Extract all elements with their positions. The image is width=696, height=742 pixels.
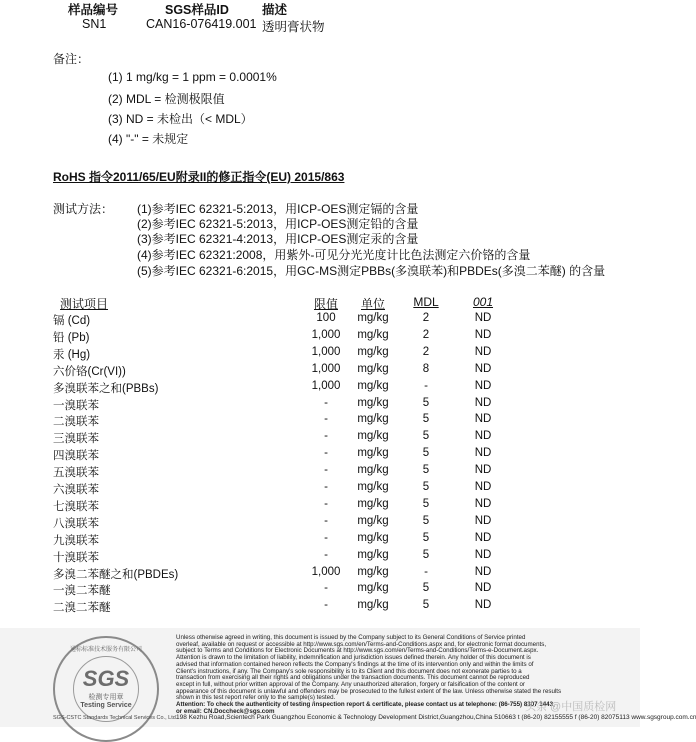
cell-mdl: 5 xyxy=(422,599,430,612)
cell-limit: - xyxy=(324,548,328,561)
description-value: 透明膏状物 xyxy=(262,20,325,34)
cell-limit: - xyxy=(324,514,328,527)
cell-test-item: 六溴联苯 xyxy=(53,484,99,496)
cell-unit: mg/kg xyxy=(357,497,389,510)
cell-test-item: 六价铬(Cr(VI)) xyxy=(53,365,126,378)
cell-unit: mg/kg xyxy=(357,582,389,595)
cell-unit: mg/kg xyxy=(357,565,389,578)
cell-unit: mg/kg xyxy=(357,599,389,612)
cell-test-item: 一溴二苯醚 xyxy=(53,585,111,598)
cell-unit: mg/kg xyxy=(357,379,389,392)
col-header-mdl: MDL xyxy=(413,295,439,309)
cell-unit: mg/kg xyxy=(357,396,389,409)
legal-line: overleaf, available on request or accessible at http://www.sgs.com/en/Terms-and-Conditions.aspx and, for electronic format documents, xyxy=(176,640,547,648)
cell-unit: mg/kg xyxy=(357,548,389,561)
note-item: (4) "-" = 未规定 xyxy=(108,132,189,146)
cell-mdl: 5 xyxy=(422,447,430,460)
sgs-seal-stamp xyxy=(53,636,159,742)
cell-unit: mg/kg xyxy=(357,328,389,341)
method-item: (2)参考IEC 62321-5:2013，用ICP-OES测定铅的含量 xyxy=(137,217,419,231)
cell-limit: - xyxy=(324,464,328,477)
cell-result: ND xyxy=(474,599,492,612)
col-header-unit: 单位 xyxy=(360,297,385,311)
cell-mdl: 5 xyxy=(422,396,430,409)
cell-mdl: 5 xyxy=(422,497,430,510)
cell-test-item: 铅 (Pb) xyxy=(53,331,90,344)
cell-mdl: 2 xyxy=(422,312,430,324)
cell-test-item: 一溴联苯 xyxy=(53,399,99,412)
cell-mdl: 5 xyxy=(422,514,430,527)
legal-line: except in full, without prior written approval of the Company. Any unauthorized alteration, forgery or falsification of the content or xyxy=(176,680,525,688)
note-item: (3) ND = 未检出（< MDL） xyxy=(108,112,253,126)
legal-line: Client's instructions, if any. The Company's sole responsibility is to its Client and this document does not exonerate parties to a xyxy=(176,667,522,675)
cell-mdl: - xyxy=(424,379,428,392)
cell-result: ND xyxy=(474,396,492,409)
cell-test-item: 二溴二苯醚 xyxy=(53,602,111,615)
cell-limit: - xyxy=(324,481,328,493)
seal-ring-text: 通标标准技术服务有限公司 xyxy=(69,647,142,653)
seal-subtitle: 检测专用章 xyxy=(88,694,124,701)
method-item: (1)参考IEC 62321-5:2013，用ICP-OES测定镉的含量 xyxy=(137,202,419,216)
cell-unit: mg/kg xyxy=(357,312,389,324)
sample-no-header: 样品编号 xyxy=(68,3,119,17)
cell-limit: - xyxy=(324,396,328,409)
authenticity-line: or email: CN.Doccheck@sgs.com xyxy=(176,707,275,715)
cell-result: ND xyxy=(474,413,492,426)
cell-result: ND xyxy=(474,362,492,375)
cell-mdl: 5 xyxy=(422,464,430,477)
note-item: (1) 1 mg/kg = 1 ppm = 0.0001% xyxy=(108,70,277,84)
legal-line: advised that information contained hereon reflects the Company's findings at the time of its intervention only and within the limits of xyxy=(176,660,534,668)
cell-result: ND xyxy=(474,481,492,493)
cell-mdl: 5 xyxy=(422,413,430,426)
cell-mdl: 5 xyxy=(422,531,430,544)
note-item: (2) MDL = 检测极限值 xyxy=(108,92,225,106)
cell-result: ND xyxy=(474,497,492,510)
cell-unit: mg/kg xyxy=(357,514,389,527)
cell-limit: - xyxy=(324,447,328,460)
cell-mdl: 5 xyxy=(422,548,430,561)
sgs-sample-id-value: CAN16-076419.001 xyxy=(146,17,257,31)
cell-limit: - xyxy=(324,413,328,426)
cell-result: ND xyxy=(474,548,492,561)
sample-no-value: SN1 xyxy=(82,17,107,31)
cell-result: ND xyxy=(474,531,492,544)
legal-line: transaction from exercising all their rights and obligations under the transaction documents. This document cannot be reproduced xyxy=(176,674,530,682)
cell-result: ND xyxy=(474,565,492,578)
methods-label: 测试方法： xyxy=(53,202,114,216)
cell-result: ND xyxy=(474,464,492,477)
method-item: (5)参考IEC 62321-6:2015，用GC-MS测定PBBs(多溴联苯)和PBDEs(多溴二苯醚) 的含量 xyxy=(137,264,606,278)
cell-test-item: 十溴联苯 xyxy=(53,551,99,564)
description-header: 描述 xyxy=(262,3,288,17)
cell-limit: - xyxy=(324,599,328,612)
cell-limit: 1,000 xyxy=(311,362,341,375)
cell-test-item: 汞 (Hg) xyxy=(53,348,91,361)
cell-result: ND xyxy=(474,379,492,392)
cell-limit: - xyxy=(324,430,328,443)
legal-line: subject to Terms and Conditions for Electronic Documents at http://www.sgs.com/en/Terms-and-Conditions/Terms-e-Document.aspx. xyxy=(176,647,539,655)
cell-test-item: 三溴联苯 xyxy=(53,433,99,446)
cell-limit: - xyxy=(324,582,328,595)
cell-limit: 100 xyxy=(316,312,336,324)
cell-limit: 1,000 xyxy=(311,328,341,341)
cell-mdl: 5 xyxy=(422,430,430,443)
cell-result: ND xyxy=(474,430,492,443)
cell-result: ND xyxy=(474,582,492,595)
cell-limit: 1,000 xyxy=(311,565,341,578)
authenticity-line: Attention: To check the authenticity of testing /inspection report & certificate, please contact us at telephone: (86-755) 8307 1443, xyxy=(176,701,555,708)
method-item: (4)参考IEC 62321:2008，用紫外-可见分光光度计比色法测定六价铬的含量 xyxy=(137,248,531,262)
legal-line: appearance of this document is unlawful and offenders may be prosecuted to the fullest extent of the law. Unless otherwise stated the results xyxy=(176,687,562,695)
cell-result: ND xyxy=(474,328,492,341)
sgs-logo: SGS xyxy=(82,666,130,691)
cell-unit: mg/kg xyxy=(357,413,389,426)
notes-label: 备注： xyxy=(53,52,90,66)
cell-result: ND xyxy=(474,447,492,460)
method-item: (3)参考IEC 62321-4:2013，用ICP-OES测定汞的含量 xyxy=(137,232,419,246)
address-line: 198 Kezhu Road,Scientech Park Guangzhou Economic & Technology Development District,Guangzhou,China 510663 t (86-20) 82155555 f (86-20) 82075113 www.sgsgroup.com.cn xyxy=(176,714,696,721)
cell-unit: mg/kg xyxy=(357,447,389,460)
cell-mdl: - xyxy=(424,565,428,578)
col-header-result: 001 xyxy=(472,295,494,309)
cell-limit: 1,000 xyxy=(311,379,341,392)
section-title: RoHS 指令2011/65/EU附录II的修正指令(EU) 2015/863 xyxy=(53,170,345,184)
cell-mdl: 5 xyxy=(422,582,430,595)
col-header-limit: 限值 xyxy=(313,297,338,311)
cell-test-item: 五溴联苯 xyxy=(53,467,99,480)
cell-mdl: 5 xyxy=(422,481,430,493)
cell-test-item: 九溴联苯 xyxy=(53,534,99,547)
cell-unit: mg/kg xyxy=(357,345,389,358)
sgs-sample-id-header: SGS样品ID xyxy=(165,3,229,17)
col-header-test-item: 测试项目 xyxy=(60,297,109,311)
cell-mdl: 2 xyxy=(422,345,430,358)
cell-unit: mg/kg xyxy=(357,464,389,477)
cell-mdl: 2 xyxy=(422,328,430,341)
seal-english: Testing Service xyxy=(80,702,132,709)
cell-test-item: 七溴联苯 xyxy=(53,500,99,513)
cell-test-item: 二溴联苯 xyxy=(53,416,99,429)
cell-test-item: 多溴二苯醚之和(PBDEs) xyxy=(53,568,179,581)
cell-limit: - xyxy=(324,531,328,544)
cell-mdl: 8 xyxy=(422,362,430,375)
cell-limit: 1,000 xyxy=(311,345,341,358)
cell-test-item: 四溴联苯 xyxy=(53,450,99,463)
cell-test-item: 多溴联苯之和(PBBs) xyxy=(53,382,159,395)
legal-line: shown in this test report refer only to the sample(s) tested. xyxy=(176,694,336,702)
cell-limit: - xyxy=(324,497,328,510)
company-name-footer: SGS-CSTC Standards Technical Services Co., Ltd. xyxy=(53,715,178,721)
cell-result: ND xyxy=(474,312,492,324)
watermark: 头条 @中国质检网 xyxy=(525,701,617,713)
legal-line: Unless otherwise agreed in writing, this document is issued by the Company subject to its General Conditions of Service printed xyxy=(176,634,526,641)
legal-line: Attention is drawn to the limitation of liability, indemnification and jurisdiction issues defined therein. Any holder of this document is xyxy=(176,654,531,662)
cell-test-item: 八溴联苯 xyxy=(53,517,99,530)
cell-unit: mg/kg xyxy=(357,430,389,443)
cell-result: ND xyxy=(474,514,492,527)
cell-result: ND xyxy=(474,345,492,358)
cell-unit: mg/kg xyxy=(357,362,389,375)
cell-test-item: 镉 (Cd) xyxy=(53,315,91,327)
cell-unit: mg/kg xyxy=(357,531,389,544)
cell-unit: mg/kg xyxy=(357,481,389,493)
